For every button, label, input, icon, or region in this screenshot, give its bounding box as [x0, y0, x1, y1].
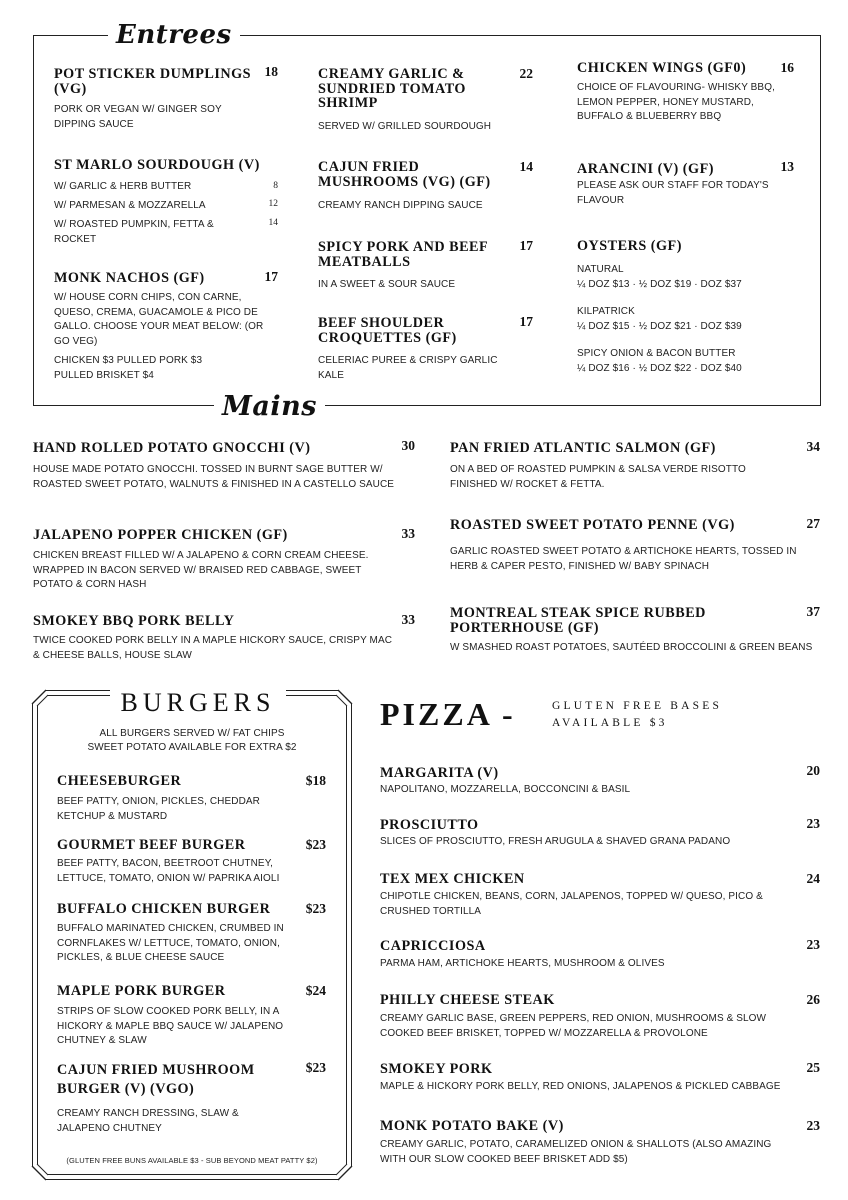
pizza-price: 24 [806, 871, 820, 886]
entree-price: 18 [264, 64, 278, 79]
entree-desc: CELERIAC PUREE & CRISPY GARLIC KALE [318, 355, 498, 381]
burgers-footnote: (GLUTEN FREE BUNS AVAILABLE $3 - SUB BEYOND MEAT PATTY $2) [66, 1156, 318, 1165]
entree-title: CAJUN FRIED MUSHROOMS (VG) (GF) [318, 159, 491, 190]
entree-title: BEEF SHOULDER CROQUETTES (GF) [318, 315, 457, 346]
main-desc: W SMASHED ROAST POTATOES, SAUTÉED BROCCOLINI & GREEN BEANS [450, 642, 813, 653]
burger-title: CAJUN FRIED MUSHROOM BURGER (V) (VGO) [57, 1062, 255, 1097]
oyster-prices: ¼ DOZ $13 · ½ DOZ $19 · DOZ $37 [577, 279, 742, 290]
entree-price: 13 [780, 159, 794, 174]
main-title: MONTREAL STEAK SPICE RUBBED PORTERHOUSE (GF) [450, 605, 706, 636]
pizza-title: TEX MEX CHICKEN [380, 871, 525, 887]
entree-desc: SERVED W/ GRILLED SOURDOUGH [318, 121, 492, 132]
entree-price: 17 [519, 314, 533, 329]
entree-price: 17 [264, 269, 278, 284]
entree-desc: CHOICE OF FLAVOURING- WHISKY BBQ, LEMON PEPPER, HONEY MUSTARD, BUFFALO & BLUEBERRY BBQ [577, 82, 775, 122]
pizza-price: 25 [806, 1060, 820, 1075]
pizza-desc: CREAMY GARLIC, POTATO, CARAMELIZED ONION & SHALLOTS (ALSO AMAZING WITH OUR SLOW COOKED BEEF BRISKET ADD $5) [380, 1139, 772, 1165]
burger-price: $23 [305, 901, 326, 916]
pizza-price: 23 [806, 816, 820, 831]
pizza-heading: PIZZA - [380, 696, 516, 732]
burger-price: $24 [305, 983, 326, 998]
burger-title: GOURMET BEEF BURGER [57, 837, 246, 853]
entree-desc: W/ HOUSE CORN CHIPS, CON CARNE, QUESO, CREMA, GUACAMOLE & PICO DE GALLO. CHOOSE YOUR MEAT BELOW: (OR GO VEG) [54, 292, 264, 347]
entree-price: 14 [519, 159, 533, 174]
burger-desc: STRIPS OF SLOW COOKED PORK BELLY, IN A HICKORY & MAPLE BBQ SAUCE W/ JALAPENO CHUTNEY & SLAW [57, 1006, 284, 1046]
pizza-price: 26 [806, 992, 820, 1007]
main-desc: HOUSE MADE POTATO GNOCCHI. TOSSED IN BURNT SAGE BUTTER W/ ROASTED SWEET POTATO, WALNUTS & FINISHED IN A CASTELLO SAUCE [33, 464, 395, 490]
burger-desc: BEEF PATTY, ONION, PICKLES, CHEDDAR KETCHUP & MUSTARD [57, 796, 260, 822]
oyster-prices: ¼ DOZ $16 · ½ DOZ $22 · DOZ $40 [577, 363, 742, 374]
main-desc: TWICE COOKED PORK BELLY IN A MAPLE HICKORY SAUCE, CRISPY MAC & CHEESE BALLS, HOUSE SLAW [33, 635, 393, 661]
entree-title: MONK NACHOS (GF) [54, 270, 205, 286]
entree-price: 17 [519, 238, 533, 253]
main-price: 37 [806, 604, 820, 619]
main-title: PAN FRIED ATLANTIC SALMON (GF) [450, 440, 716, 456]
entree-extras: CHICKEN $3 PULLED PORK $3 PULLED BRISKET $4 [54, 355, 203, 381]
burger-title: BUFFALO CHICKEN BURGER [57, 901, 271, 917]
entree-option: W/ PARMESAN & MOZZARELLA [54, 200, 206, 211]
pizza-subheading: AVAILABLE $3 [552, 717, 668, 729]
burgers-heading: BURGERS [110, 688, 286, 718]
main-price: 30 [401, 438, 415, 453]
main-desc: CHICKEN BREAST FILLED W/ A JALAPENO & CORN CREAM CHEESE. WRAPPED IN BACON SERVED W/ BRAISED RED CABBAGE, SWEET POTATO & CORN HASH [33, 550, 369, 590]
entree-desc: IN A SWEET & SOUR SAUCE [318, 279, 456, 290]
pizza-title: MONK POTATO BAKE (V) [380, 1118, 564, 1134]
entree-title: OYSTERS (GF) [577, 238, 682, 254]
entree-title: SPICY PORK AND BEEF MEATBALLS [318, 239, 488, 270]
entree-option-price: 12 [268, 199, 278, 209]
entree-title: ARANCINI (V) (GF) [577, 161, 714, 177]
pizza-desc: CHIPOTLE CHICKEN, BEANS, CORN, JALAPENOS, TOPPED W/ QUESO, PICO & CRUSHED TORTILLA [380, 891, 763, 917]
burger-title: MAPLE PORK BURGER [57, 983, 226, 999]
pizza-desc: MAPLE & HICKORY PORK BELLY, RED ONIONS, JALAPENOS & PICKLED CABBAGE [380, 1081, 781, 1092]
mains-heading: Mains [214, 392, 325, 422]
burger-price: $23 [305, 1060, 326, 1075]
entree-option-price: 8 [273, 181, 278, 191]
entree-title: CHICKEN WINGS (GF0) [577, 60, 747, 76]
entree-option-price: 14 [268, 218, 278, 228]
pizza-desc: SLICES OF PROSCIUTTO, FRESH ARUGULA & SHAVED GRANA PADANO [380, 836, 731, 847]
oyster-prices: ¼ DOZ $15 · ½ DOZ $21 · DOZ $39 [577, 321, 742, 332]
entree-desc: PORK OR VEGAN W/ GINGER SOY DIPPING SAUCE [54, 104, 222, 130]
entree-option: W/ ROASTED PUMPKIN, FETTA & ROCKET [54, 219, 214, 245]
pizza-title: PHILLY CHEESE STEAK [380, 992, 555, 1008]
main-price: 27 [806, 516, 820, 531]
entree-desc: PLEASE ASK OUR STAFF FOR TODAY'S FLAVOUR [577, 180, 769, 206]
main-price: 33 [401, 612, 415, 627]
pizza-title: MARGARITA (V) [380, 765, 499, 781]
pizza-desc: NAPOLITANO, MOZZARELLA, BOCCONCINI & BASIL [380, 784, 631, 795]
burgers-intro: SWEET POTATO AVAILABLE FOR EXTRA $2 [87, 742, 297, 753]
burger-desc: CREAMY RANCH DRESSING, SLAW & JALAPENO CHUTNEY [57, 1108, 239, 1134]
burger-desc: BEEF PATTY, BACON, BEETROOT CHUTNEY, LETTUCE, TOMATO, ONION W/ PAPRIKA AIOLI [57, 858, 280, 884]
entrees-heading: Entrees [108, 20, 240, 50]
main-desc: ON A BED OF ROASTED PUMPKIN & SALSA VERDE RISOTTO FINISHED W/ ROCKET & FETTA. [450, 464, 746, 490]
entree-desc: CREAMY RANCH DIPPING SAUCE [318, 200, 483, 211]
pizza-desc: CREAMY GARLIC BASE, GREEN PEPPERS, RED ONION, MUSHROOMS & SLOW COOKED BEEF BRISKET, TOPPED W/ MOZZARELLA & PROVOLONE [380, 1013, 767, 1039]
main-title: HAND ROLLED POTATO GNOCCHI (V) [33, 440, 311, 456]
entree-price: 22 [519, 66, 533, 81]
pizza-title: SMOKEY PORK [380, 1061, 493, 1077]
burger-price: $23 [305, 837, 326, 852]
main-title: ROASTED SWEET POTATO PENNE (VG) [450, 517, 735, 533]
main-price: 33 [401, 526, 415, 541]
entree-price: 16 [780, 60, 794, 75]
pizza-title: CAPRICCIOSA [380, 938, 486, 954]
main-price: 34 [806, 439, 820, 454]
pizza-price: 23 [806, 937, 820, 952]
entree-title: ST MARLO SOURDOUGH (V) [54, 157, 260, 173]
burger-price: $18 [305, 773, 326, 788]
pizza-title: PROSCIUTTO [380, 817, 479, 833]
main-desc: GARLIC ROASTED SWEET POTATO & ARTICHOKE HEARTS, TOSSED IN HERB & CAPER PESTO, FINISHED W/ BABY SPINACH [450, 546, 797, 572]
pizza-price: 23 [806, 1118, 820, 1133]
burgers-intro: ALL BURGERS SERVED W/ FAT CHIPS [99, 728, 285, 739]
main-title: JALAPENO POPPER CHICKEN (GF) [33, 527, 288, 543]
oyster-variety: KILPATRICK [577, 306, 635, 317]
oyster-variety: SPICY ONION & BACON BUTTER [577, 348, 736, 359]
entree-title: CREAMY GARLIC & SUNDRIED TOMATO SHRIMP [318, 66, 466, 111]
burger-title: CHEESEBURGER [57, 773, 182, 789]
pizza-price: 20 [806, 763, 820, 778]
main-title: SMOKEY BBQ PORK BELLY [33, 613, 235, 629]
entree-option: W/ GARLIC & HERB BUTTER [54, 181, 192, 192]
burger-desc: BUFFALO MARINATED CHICKEN, CRUMBED IN CORNFLAKES W/ LETTUCE, TOMATO, ONION, PICKLES, & BLUE CHEESE SAUCE [57, 923, 284, 963]
oyster-variety: NATURAL [577, 264, 624, 275]
pizza-subheading: GLUTEN FREE BASES [552, 700, 723, 712]
entree-title: POT STICKER DUMPLINGS (VG) [54, 66, 252, 97]
pizza-desc: PARMA HAM, ARTICHOKE HEARTS, MUSHROOM & OLIVES [380, 958, 665, 969]
